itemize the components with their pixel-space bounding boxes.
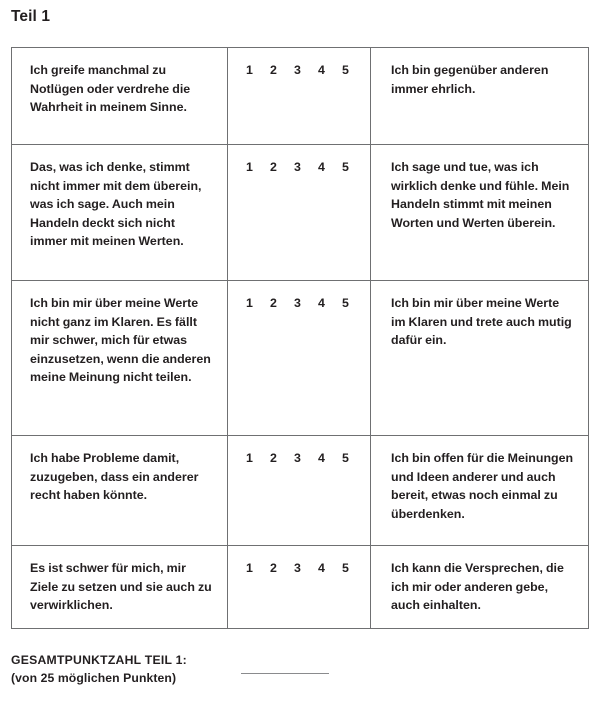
right-statement-text: Ich bin offen für die Meinungen und Ideen anderer und auch bereit, etwas noch einmal zu überdenken. — [391, 451, 574, 521]
left-statement-text: Es ist schwer für mich, mir Ziele zu setzen und sie auch zu verwirklichen. — [30, 561, 212, 613]
page-title: Teil 1 — [11, 8, 51, 25]
rating-option-1[interactable]: 1 — [246, 561, 253, 575]
rating-option-1[interactable]: 1 — [246, 160, 253, 174]
rating-scale-cell[interactable] — [228, 546, 371, 629]
left-statement-cell — [12, 281, 228, 436]
rating-option-3[interactable]: 3 — [294, 451, 301, 465]
rating-option-4[interactable]: 4 — [318, 63, 325, 77]
rating-option-5[interactable]: 5 — [342, 63, 349, 77]
rating-option-4[interactable]: 4 — [318, 451, 325, 465]
left-statement-text: Ich bin mir über meine Werte nicht ganz im Klaren. Es fällt mir schwer, mich für etwas einzusetzen, wenn die anderen meine Meinung nicht teilen. — [30, 296, 211, 385]
table-row — [12, 436, 589, 546]
left-statement-cell — [12, 48, 228, 145]
left-statement-cell — [12, 436, 228, 546]
left-statement-text: Ich habe Probleme damit, zuzugeben, dass ein anderer recht haben könnte. — [30, 451, 199, 503]
total-score-block — [11, 652, 571, 687]
right-statement-cell — [371, 436, 589, 546]
rating-option-4[interactable]: 4 — [318, 296, 325, 310]
rating-option-2[interactable]: 2 — [270, 160, 277, 174]
left-statement-text: Ich greife manchmal zu Notlügen oder verdrehe die Wahrheit in meinem Sinne. — [30, 63, 191, 115]
right-statement-cell — [371, 546, 589, 629]
table-row — [12, 281, 589, 436]
table-row — [12, 48, 589, 145]
rating-option-4[interactable]: 4 — [318, 160, 325, 174]
rating-scale — [228, 281, 370, 325]
right-statement-cell — [371, 145, 589, 281]
right-statement-text: Ich bin mir über meine Werte im Klaren und trete auch mutig dafür ein. — [391, 296, 572, 348]
rating-option-5[interactable]: 5 — [342, 561, 349, 575]
rating-scale-cell[interactable] — [228, 281, 371, 436]
left-statement-cell — [12, 145, 228, 281]
rating-option-3[interactable]: 3 — [294, 296, 301, 310]
rating-scale — [228, 436, 370, 480]
total-score-label: GESAMTPUNKTZAHL TEIL 1: — [11, 653, 187, 667]
rating-option-1[interactable]: 1 — [246, 63, 253, 77]
left-statement-cell — [12, 546, 228, 629]
right-statement-cell — [371, 48, 589, 145]
rating-option-2[interactable]: 2 — [270, 296, 277, 310]
right-statement-text: Ich sage und tue, was ich wirklich denke und fühle. Mein Handeln stimmt mit meinen Worten und Werten überein. — [391, 160, 570, 230]
right-statement-cell — [371, 281, 589, 436]
rating-scale-cell[interactable] — [228, 145, 371, 281]
rating-option-2[interactable]: 2 — [270, 561, 277, 575]
table-row — [12, 546, 589, 629]
rating-scale-cell[interactable] — [228, 436, 371, 546]
rating-scale — [228, 48, 370, 92]
rating-option-3[interactable]: 3 — [294, 561, 301, 575]
rating-scale-cell[interactable] — [228, 48, 371, 145]
rating-option-2[interactable]: 2 — [270, 63, 277, 77]
rating-option-1[interactable]: 1 — [246, 296, 253, 310]
total-score-input[interactable] — [241, 673, 329, 674]
rating-scale — [228, 145, 370, 189]
rating-option-2[interactable]: 2 — [270, 451, 277, 465]
rating-option-5[interactable]: 5 — [342, 296, 349, 310]
questionnaire-table — [11, 47, 589, 629]
table-row — [12, 145, 589, 281]
rating-option-4[interactable]: 4 — [318, 561, 325, 575]
rating-scale — [228, 546, 370, 590]
rating-option-5[interactable]: 5 — [342, 451, 349, 465]
left-statement-text: Das, was ich denke, stimmt nicht immer mit dem überein, was ich sage. Auch mein Handeln deckt sich nicht immer mit meinen Werten. — [30, 160, 202, 249]
right-statement-text: Ich kann die Versprechen, die ich mir oder anderen gebe, auch einhalten. — [391, 561, 564, 613]
rating-option-1[interactable]: 1 — [246, 451, 253, 465]
rating-option-5[interactable]: 5 — [342, 160, 349, 174]
rating-option-3[interactable]: 3 — [294, 160, 301, 174]
rating-option-3[interactable]: 3 — [294, 63, 301, 77]
right-statement-text: Ich bin gegenüber anderen immer ehrlich. — [391, 63, 549, 96]
max-points-note: (von 25 möglichen Punkten) — [11, 671, 177, 685]
